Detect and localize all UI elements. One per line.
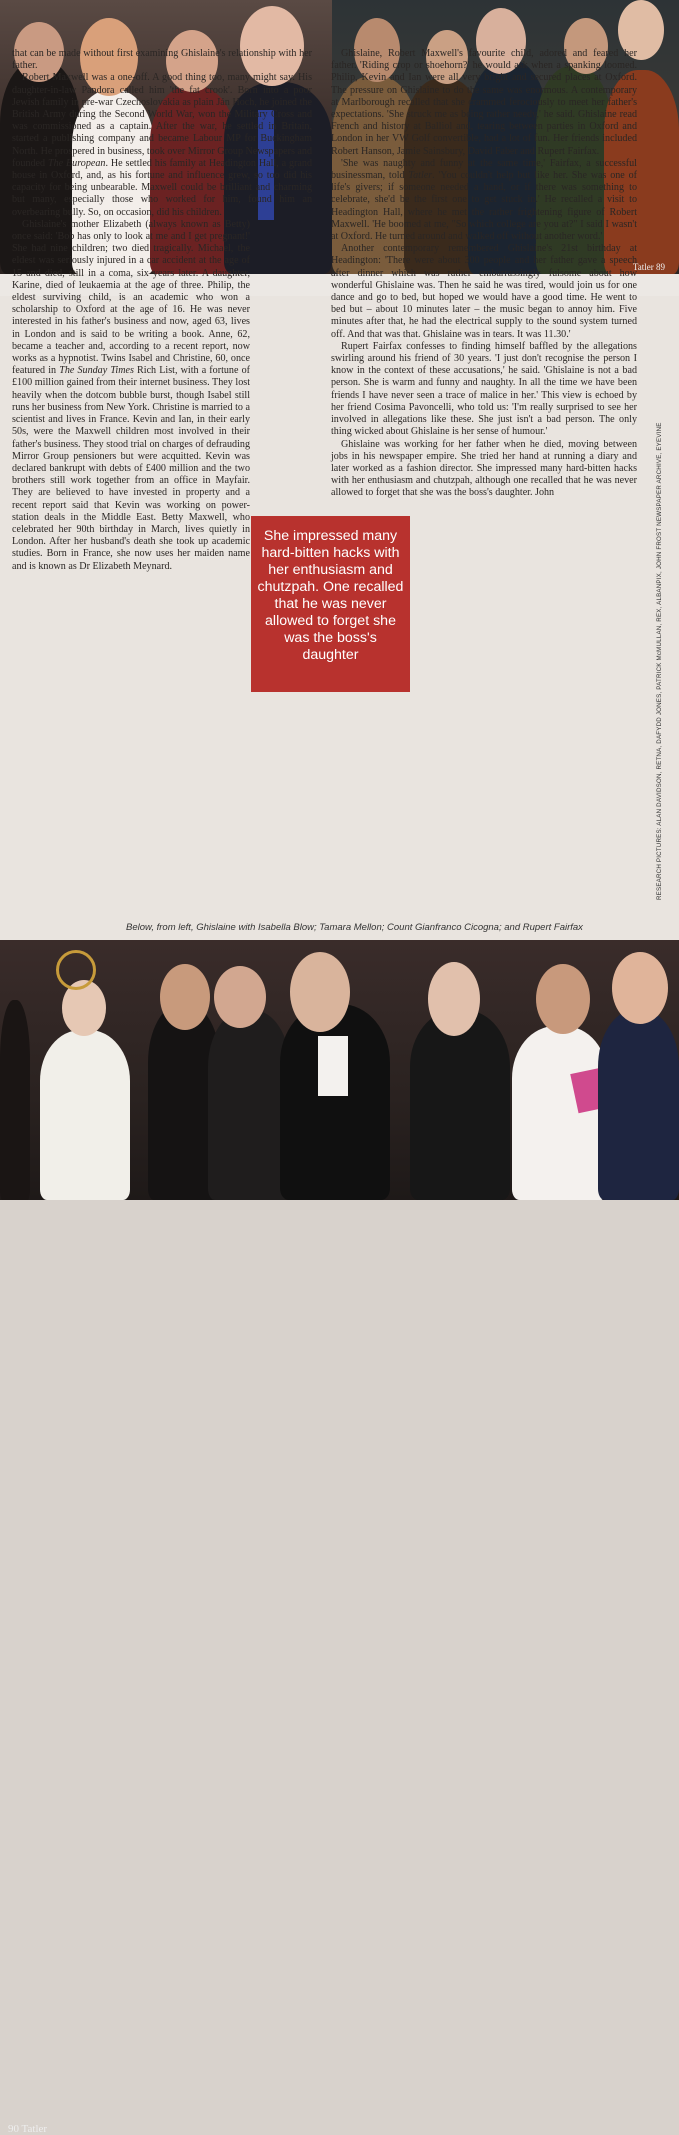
photo-caption-top: Tatler 89 [632,262,665,272]
paragraph: Rupert Fairfax confesses to finding himself baffled by the allegations swirling around his friend of 30 years. 'I just don't recognise the person I know in the context of these accusations,' he said. 'Ghislaine is not a bad person. She is warm and funny and naughty. In all the time we have been friends I have never seen a trace of malice in her.' This view is echoed by her friend Cosima Pavoncelli, who told us: 'I'm really surprised to see her involved in allegations like these. She just isn't a bad person. The only thing wicked about Ghislaine is her sense of humour.' [331,340,637,438]
paragraph: Robert Maxwell was a one-off. A good thing too, many might say. His daughter-in-law Pandora called him 'the fat crook'. Born into a poor Jewish family in pre-war Czechoslovakia as plain Ján Hoch, he joined the British Army during the Second World War, won the Military Cross and was commissioned as a captain. After the war, he settled in Britain, started a publishing company and became Labour MP for Buckingham North. He prospered in business, took over Mirror Group Newspapers and founded The European. He settled his family at Headington Hall, a grand house in Oxford, and, as his fortune and influence grew, so too did his capacity for being unbearable. Maxwell could be brilliant and charming but many, especially those who worked for him, found him an overbearing bully. So, on occasion, did his children. [12,72,312,218]
photo-bottom [0,940,679,2135]
paragraph: Ghislaine, Robert Maxwell's favourite child, adored and feared her father. 'Riding crop or shoehorn?' he would ask when a spanking loomed. Philip, Kevin and Ian were all very bright and secured places at Oxford. The pressure on Ghislaine to do the same was enormous. A contemporary at Marlborough recalled that she crammed ferociously to meet her father's expectations. 'She struck me as being rather needy,' he said. Ghislaine read French and history at Balliol and, tearing between parties in Oxford and London in her VW Golf convertible, had a lot of fun. Her friends included Robert Hanson, Jamie Sainsbury, David Faber and Rupert Fairfax. [331,48,637,157]
article-column-left [12,48,312,573]
pull-quote: She impressed many hard-bitten hacks with her enthusiasm and chutzpah. One recalled that he was never allowed to forget she was the boss's daughter [251,516,410,692]
paragraph: Ghislaine's mother Elizabeth (always known as Betty) once said: 'Bob has only to look at me and I get pregnant!' She had nine children; two died tragically. Michael, the eldest was seriously injured in a car accident at the age of 15 and died, still in a coma, six years later. A daughter, Karine, died of leukaemia at the age of three. Philip, the eldest surviving child, is an academic who won a scholarship to Oxford at the age of 16. He was never interested in his father's business and now, aged 63, lives in London and is said to be writing a book. Anne, 62, became a teacher and, according to a recent report, now works as a hypnotist. Twins Isabel and Christine, 60, once featured in The Sunday Times Rich List, with a fortune of £100 million gained from their internet business. They lost heavily when the dotcom bubble burst, though Isabel still runs her business from New York. Christine is married to a scientist and lives in France. Kevin and Ian, in their early 50s, were the Maxwell children most involved in their father's business. They stood trial on charges of defrauding Mirror Group pensioners but were acquitted. Kevin was declared bankrupt with debts of £400 million and the two brothers still work together from an office in Mayfair. They are believed to have invested in property and a recent report said that Kevin was working on power-station deals in the Middle East. Betty Maxwell, who celebrated her 90th birthday in March, lives quietly in London. After her husband's death she took up academic studies. Born in France, she now uses her maiden name and is known as Dr Elizabeth Meynard. [12,218,251,572]
photo-caption-bottom: Below, from left, Ghislaine with Isabella Blow; Tamara Mellon; Count Gianfranco Cicogna; and Rupert Fairfax [126,922,583,933]
paragraph: Ghislaine was working for her father when he died, moving between jobs in his newspaper empire. She tried her hand at running a diary and later worked as a fashion director. She impressed many hard-bitten hacks with her enthusiasm and chutzpah, although one recalled that he was never allowed to forget that she was the boss's daughter. John [331,438,637,499]
paragraph: that can be made without first examining Ghislaine's relationship with her father. [12,48,312,72]
paragraph: 'She was naughty and funny at the same time,' Fairfax, a successful businessman, told Tatler. 'You couldn't help but like her. She was one of life's givers; if someone needed a hand, or if there was something to celebrate, she'd be the first one to get stuck in.' He recalled a visit to Headington Hall, where he met the rather frightening figure of Robert Maxwell. 'He boomed at me, "So which college are you at?" I said I wasn't at Oxford. He turned around and walked off without another word.' [331,157,637,243]
picture-credits: RESEARCH PICTURES: ALAN DAVIDSON, RETNA, DAFYDD JONES, PATRICK McMULLAN, REX, ALBANPIX, JOHN FROST NEWSPAPER ARCHIVE, EYEVINE [656,422,663,900]
page-number: 90 Tatler [8,2123,48,2135]
paragraph: Another contemporary remembered Ghislaine's 21st birthday at Headington: 'There were about 300 people and her father gave a speech after dinner which was rather embarrassingly fulsome about how wonderful Ghislaine was. Then he said he was tired, would join us for one dance and go to bed, but hoped we would have a good time. He went to bed but – about 10 minutes later – the music began to annoy him. Five minutes after that, he had the electrical supply to the sound system turned off. And that was that. Ghislaine was in tears. It was 11.30.' [331,243,637,340]
article-column-right [331,48,637,500]
